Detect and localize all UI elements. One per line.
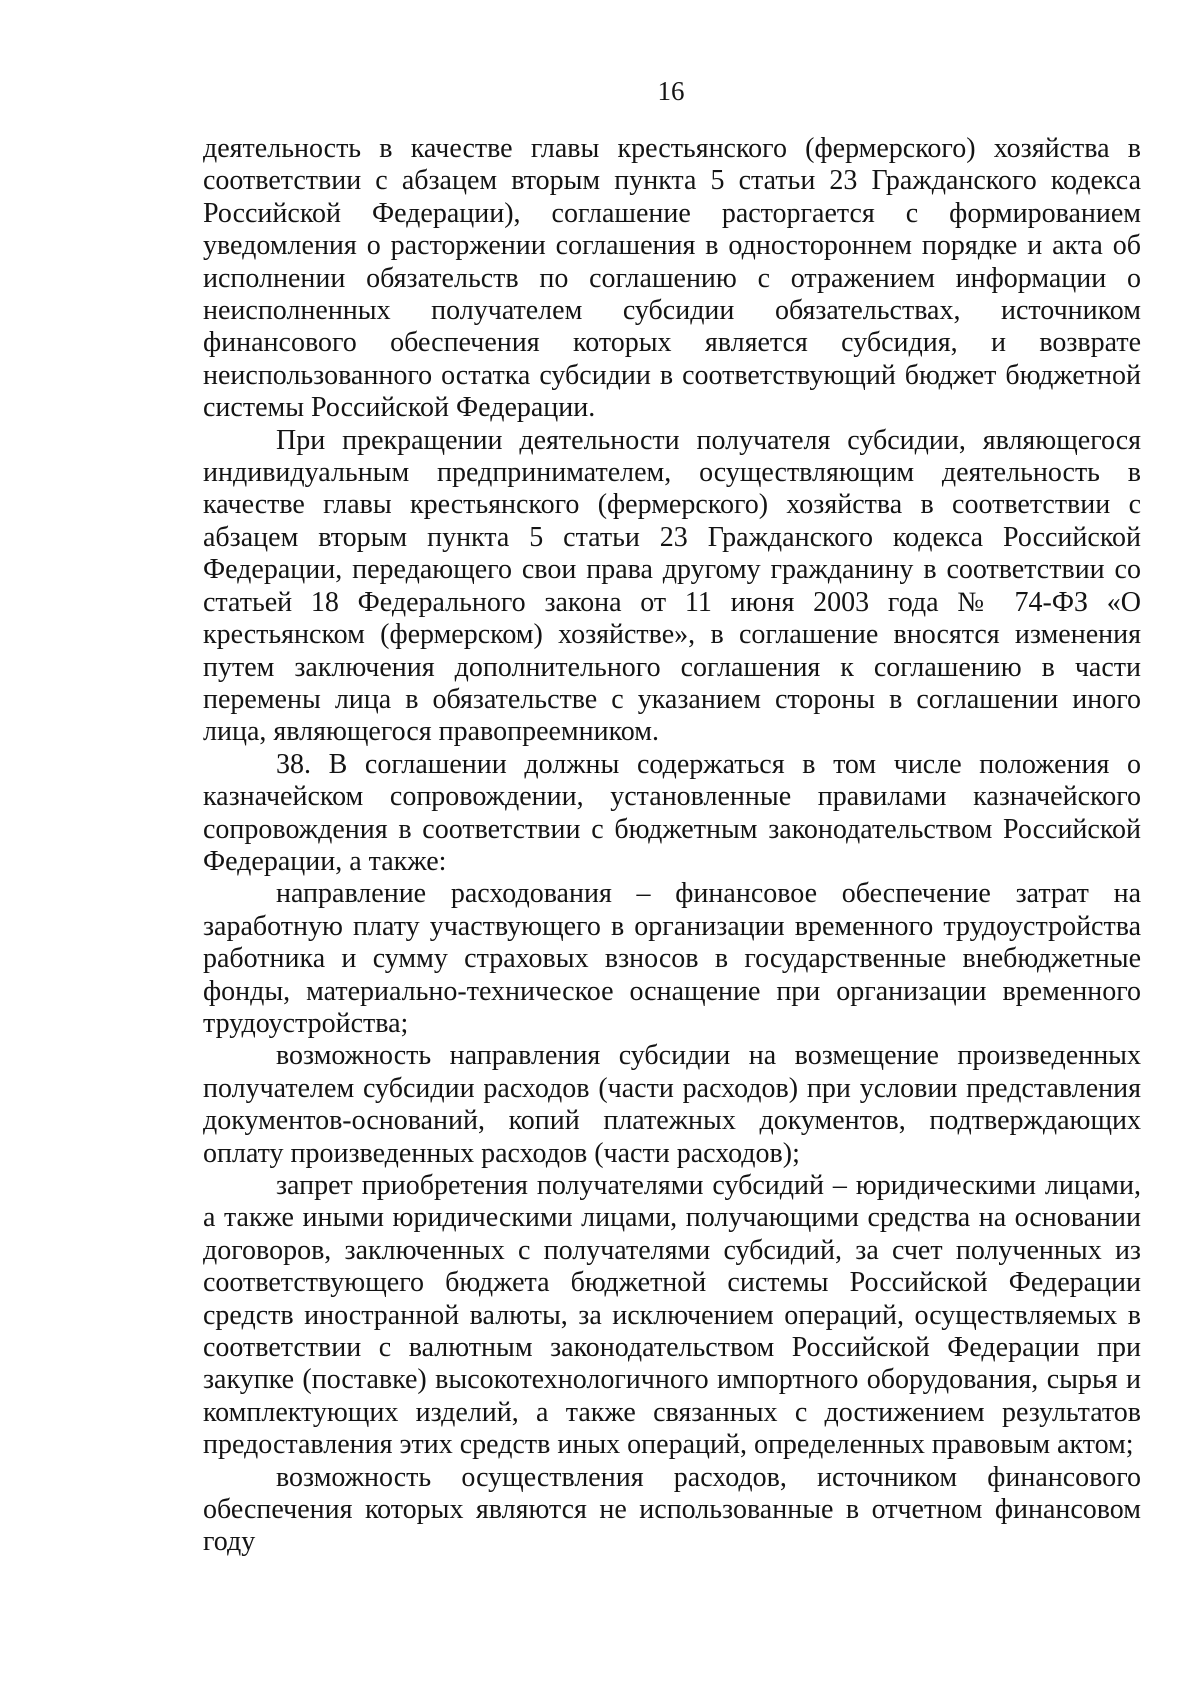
page-number: 16 [657,76,685,106]
paragraph-expense-direction: направление расходования – финансовое обеспечение затрат на заработную плату участвующего в организации временного трудоустройства работника и сумму страховых взносов в государственные внебюджетные фонды, материально-техническое оснащение при организации временного трудоустройства; [203,878,1141,1039]
paragraph-continuation: деятельность в качестве главы крестьянского (фермерского) хозяйства в соответствии с абзацем вторым пункта 5 статьи 23 Гражданского кодекса Российской Федерации), соглашение расторгается с формированием уведомления о расторжении соглашения в одностороннем порядке и акта об исполнении обязательств по соглашению с отражением информации о неисполненных получателем субсидии обязательствах, источником финансового обеспечения которых является субсидия, и возврате неиспользованного остатка субсидии в соответствующий бюджет бюджетной системы Российской Федерации. [203,133,1141,424]
paragraph-termination-of-activity: При прекращении деятельности получателя субсидии, являющегося индивидуальным предпринимателем, осуществляющим деятельность в качестве главы крестьянского (фермерского) хозяйства в соответствии с абзацем вторым пункта 5 статьи 23 Гражданского кодекса Российской Федерации, передающего свои права другому гражданину в соответствии со статьей 18 Федерального закона от 11 июня 2003 года № 74-ФЗ «О крестьянском (фермерском) хозяйстве», в соглашение вносятся изменения путем заключения дополнительного соглашения к соглашению в части перемены лица в обязательстве с указанием стороны в соглашении иного лица, являющегося правопреемником. [203,424,1141,748]
document-body [203,133,1141,1559]
paragraph-unused-balance: возможность осуществления расходов, источником финансового обеспечения которых являются не использованные в отчетном финансовом году [203,1461,1141,1558]
paragraph-reimbursement: возможность направления субсидии на возмещение произведенных получателем субсидии расходов (части расходов) при условии представления документов-оснований, копий платежных документов, подтверждающих оплату произведенных расходов (части расходов); [203,1040,1141,1169]
paragraph-item-38: 38. В соглашении должны содержаться в том числе положения о казначейском сопровождении, установленные правилами казначейского сопровождения в соответствии с бюджетным законодательством Российской Федерации, а также: [203,748,1141,877]
paragraph-currency-ban: запрет приобретения получателями субсидий – юридическими лицами, а также иными юридическими лицами, получающими средства на основании договоров, заключенных с получателями субсидий, за счет полученных из соответствующего бюджета бюджетной системы Российской Федерации средств иностранной валюты, за исключением операций, осуществляемых в соответствии с валютным законодательством Российской Федерации при закупке (поставке) высокотехнологичного импортного оборудования, сырья и комплектующих изделий, а также связанных с достижением результатов предоставления этих средств иных операций, определенных правовым актом; [203,1170,1141,1461]
